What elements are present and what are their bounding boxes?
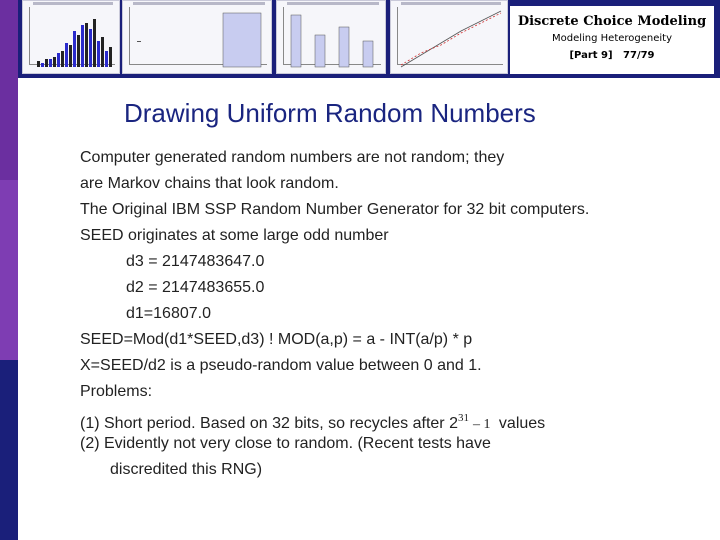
thumbnail-bar-chart-1: [22, 0, 120, 74]
thumbnail-line-chart: [390, 0, 508, 74]
thumbnail-4-lines: [391, 1, 508, 74]
body-line-x-formula: X=SEED/d2 is a pseudo-random value between 0 and 1.: [80, 357, 482, 374]
left-decorative-bar: [0, 0, 18, 540]
slide-body: [80, 145, 700, 483]
left-bar-segment-bottom: [0, 360, 18, 540]
problem-1-prefix: (1) Short period. Based on 32 bits, so recycles after: [80, 415, 450, 432]
body-line-d3: d3 = 2147483647.0: [126, 253, 265, 270]
body-line-2: are Markov chains that look random.: [80, 175, 339, 192]
thumbnail-bar-chart-3: [276, 0, 386, 74]
problem-1-base: 2: [449, 415, 458, 432]
page-label: 77/79: [623, 50, 655, 61]
course-title: Discrete Choice Modeling: [517, 14, 707, 29]
body-line-seed-formula: SEED=Mod(d1*SEED,d3) ! MOD(a,p) = a - INT(a/p) * p: [80, 331, 473, 348]
body-line-d1: d1=16807.0: [126, 305, 211, 322]
thumbnail-2-bars: [123, 1, 272, 74]
thumbnail-bar-chart-2: [122, 0, 272, 74]
left-bar-segment-middle: [0, 180, 18, 360]
part-page-indicator: [510, 50, 714, 61]
body-line-1: Computer generated random numbers are not random; they: [80, 149, 505, 166]
part-label: [Part 9]: [569, 50, 613, 61]
problem-1: [80, 405, 700, 431]
left-bar-segment-top: [0, 0, 18, 180]
problem-2-line-1: (2) Evidently not very close to random. (Recent tests have: [80, 435, 491, 452]
problem-1-minus-one: – 1: [472, 417, 491, 432]
course-title-box: [508, 4, 716, 76]
slide-title: Drawing Uniform Random Numbers: [124, 98, 536, 128]
body-line-3: The Original IBM SSP Random Number Generator for 32 bit computers.: [80, 201, 590, 218]
problem-1-exponent: 31: [457, 412, 469, 424]
course-subtitle: Modeling Heterogeneity: [551, 33, 673, 44]
thumbnail-1-bars: [23, 1, 120, 74]
body-line-d2: d2 = 2147483655.0: [126, 279, 265, 296]
problem-1-suffix: values: [494, 415, 546, 432]
thumbnail-3-bars: [277, 1, 386, 74]
body-line-4: SEED originates at some large odd number: [80, 227, 389, 244]
problem-2-line-2: discredited this RNG): [110, 461, 263, 478]
body-line-problems: Problems:: [80, 383, 153, 400]
